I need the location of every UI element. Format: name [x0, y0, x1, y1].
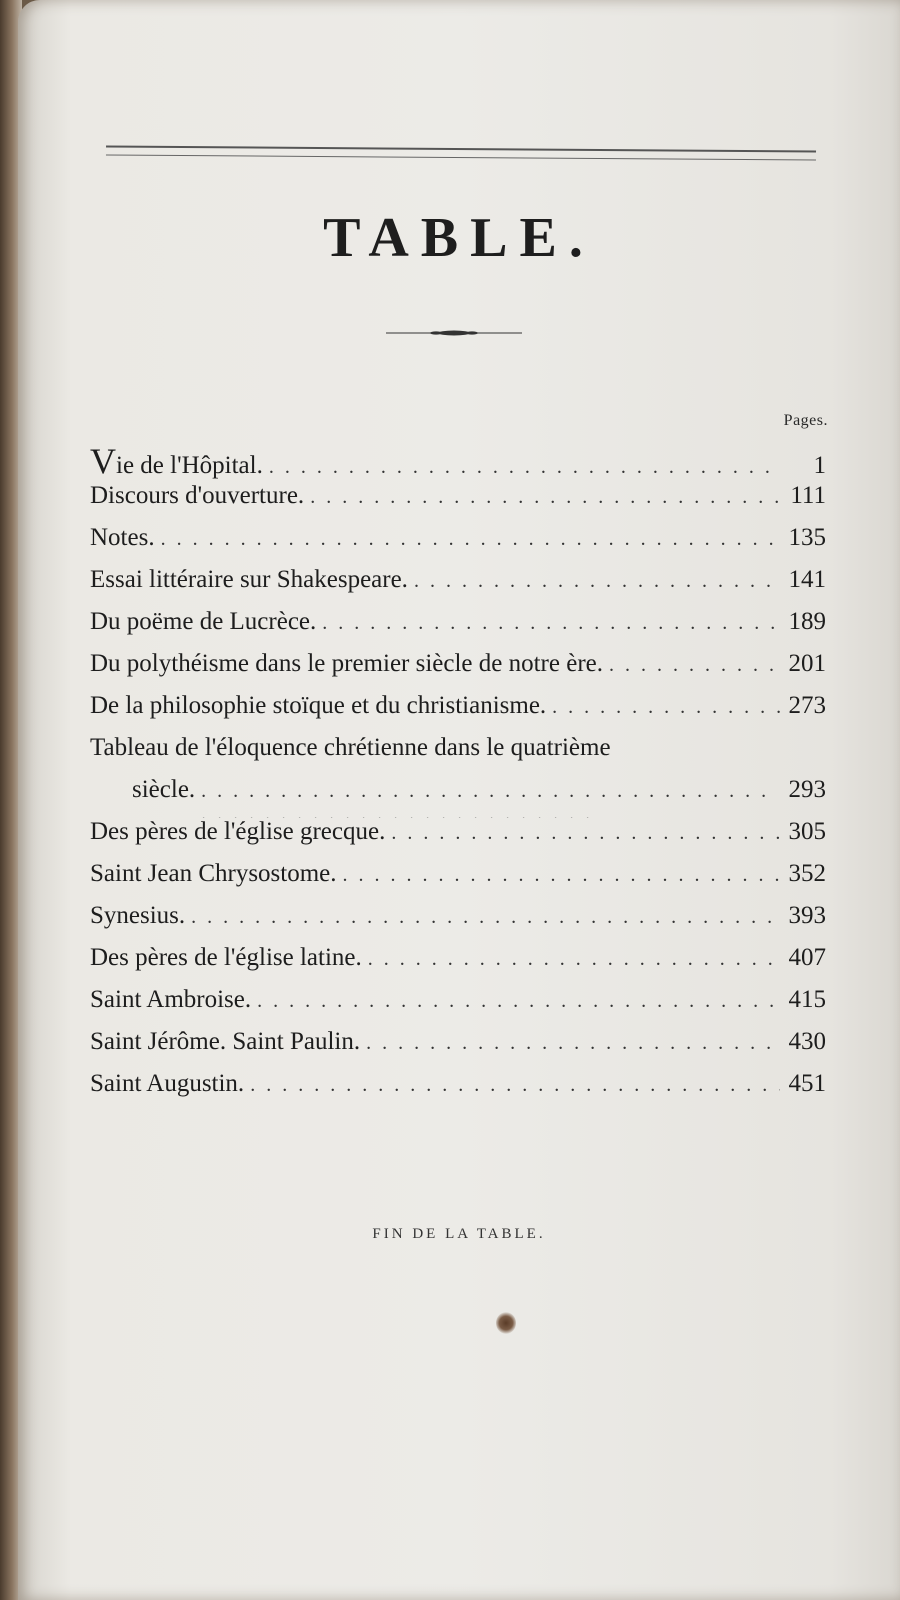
toc-entry	[90, 482, 826, 524]
toc-entry-continuation	[90, 776, 826, 818]
toc-entry	[90, 902, 826, 944]
dot-leader	[310, 486, 780, 509]
toc-entry-page: 451	[788, 1070, 826, 1097]
toc-entry-page: 393	[788, 902, 826, 929]
toc-entry-title: Notes.	[90, 524, 155, 551]
toc-entry-title: Tableau de l'éloquence chrétienne dans le quatrième	[90, 734, 611, 761]
toc-entry-page: 430	[788, 1028, 826, 1055]
toc-entry	[90, 566, 826, 608]
toc-entry	[90, 818, 826, 860]
toc-entry-title: Saint Jean Chrysostome.	[90, 860, 337, 887]
toc-entry-title: Des pères de l'église latine.	[90, 944, 362, 971]
toc-entry-title: Essai littéraire sur Shakespeare.	[90, 566, 408, 593]
toc-entry-page: 135	[788, 524, 826, 551]
toc-entry	[90, 1070, 826, 1112]
dot-leader	[201, 780, 780, 818]
toc-entry	[90, 1028, 826, 1070]
toc-entry	[90, 944, 826, 986]
toc-entry-page: 111	[790, 482, 826, 509]
toc-entry	[90, 524, 826, 566]
toc-entry-title: Discours d'ouverture.	[90, 482, 305, 509]
book-page	[18, 0, 900, 1600]
pages-column-label: Pages.	[783, 412, 828, 429]
dot-leader	[257, 990, 780, 1013]
dot-leader	[366, 1032, 780, 1055]
dot-leader	[609, 654, 780, 677]
paper-stain	[496, 1312, 516, 1334]
toc-entry-page: 201	[788, 650, 826, 677]
dot-leader	[250, 1074, 780, 1097]
toc-entry	[90, 692, 826, 734]
toc-entry-title: Du polythéisme dans le premier siècle de notre ère.	[90, 650, 604, 677]
toc-entry-title: Vie de l'Hôpital.	[90, 441, 263, 481]
dot-leader	[191, 906, 780, 929]
toc-entry-page: 352	[788, 860, 826, 887]
dot-leader	[322, 612, 780, 635]
toc-entry-title: Des pères de l'église grecque.	[90, 818, 386, 845]
dot-leader	[552, 696, 780, 719]
dot-leader	[269, 456, 780, 479]
toc-entry-page: 305	[788, 818, 826, 845]
toc-entry-page: 273	[788, 692, 826, 719]
toc-entry	[90, 860, 826, 902]
toc-entry-title: Saint Ambroise.	[90, 986, 252, 1013]
dot-leader	[368, 948, 780, 971]
table-of-contents	[90, 440, 826, 1112]
dot-leader	[414, 570, 780, 593]
ornament-divider	[386, 330, 522, 336]
toc-entry-page: 1	[813, 452, 826, 479]
dot-leader	[161, 528, 780, 551]
toc-entry-title-continued: siècle.	[132, 776, 196, 803]
toc-entry-page: 189	[788, 608, 826, 635]
toc-entry-title: Saint Jérôme. Saint Paulin.	[90, 1028, 361, 1055]
toc-entry	[90, 734, 826, 818]
dot-leader	[391, 822, 780, 845]
end-of-table-note: FIN DE LA TABLE.	[372, 1226, 546, 1242]
toc-entry-title: Synesius.	[90, 902, 186, 929]
toc-entry	[90, 650, 826, 692]
toc-entry-page: 141	[788, 566, 826, 593]
page-title: TABLE.	[323, 207, 595, 269]
toc-entry-title: Saint Augustin.	[90, 1070, 245, 1097]
toc-entry-title: Du poëme de Lucrèce.	[90, 608, 317, 635]
toc-entry	[90, 440, 826, 482]
toc-entry-page: 293	[788, 776, 826, 803]
top-double-rule	[106, 146, 816, 161]
toc-entry	[90, 608, 826, 650]
toc-entry	[90, 986, 826, 1028]
toc-entry-title: De la philosophie stoïque et du christianisme.	[90, 692, 547, 719]
dot-leader	[343, 864, 780, 887]
toc-entry-page: 407	[788, 944, 826, 971]
toc-entry-page: 415	[788, 986, 826, 1013]
